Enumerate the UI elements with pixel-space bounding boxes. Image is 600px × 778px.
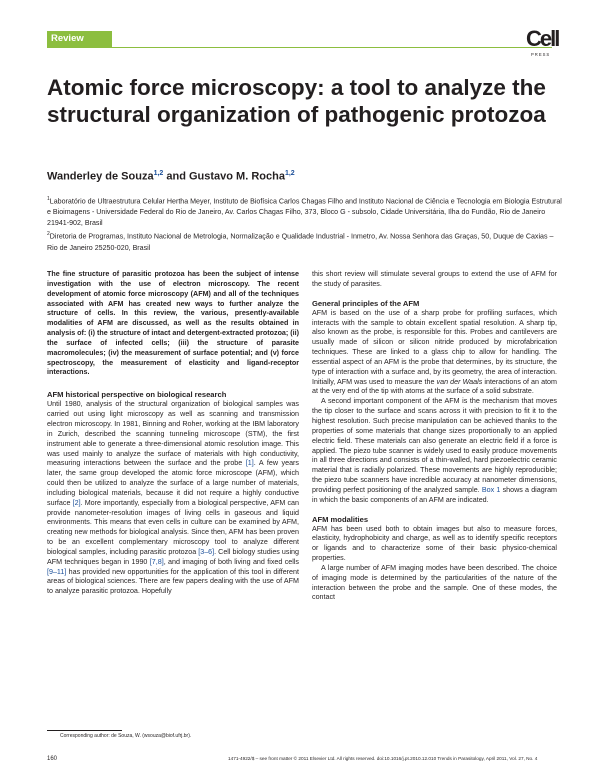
heading-general-principles: General principles of the AFM [312,298,420,308]
author-and: and [166,170,186,183]
history-text-e: , and imaging of both living and fixed cells [163,557,299,566]
cell-press-logo-sub: PRESS [531,52,551,57]
ref-link-9-11[interactable]: [9–11] [47,567,67,576]
article-type-tag: Review [47,31,112,47]
right-column [312,270,557,603]
author-1-affil[interactable]: 1,2 [153,170,164,177]
abstract: The fine structure of parasitic protozoa has been the subject of intense investigation with the use of electron microscopy. The recent development of atomic force microscopy (AFM) and all of the techniques associated with AFM has created new ways to further analyze the structure of cells. In this review, the various, presently-available modalities of AFM are discussed, as well as the results obtained in analysis of: (i) the structure of intact and detergent-extracted protozoa; (ii) the surface of infected cells; (iii) the structure of parasite macromolecules; (iv) the measurement of surface potential; and (v) force spectroscopy, the measurement of elasticity and ligand-receptor interactions. [47,270,299,377]
principles2-text-b: shows a diagram in which the basic components of an AFM are indicated. [312,485,557,504]
affiliation-2-text: Diretoria de Programas, Instituto Nacional de Metrologia, Normalização e Qualidade Industrial - Inmetro, Av. Nossa Senhora das Graças, 50, Duque de Caxias – Rio de Janeiro 25250-020, Brasil [47,232,554,252]
ref-link-7-8[interactable]: [7,8] [149,557,164,566]
paragraph-history [47,400,299,597]
affiliation-2 [47,229,562,253]
history-text-d: . Cell biology studies using AFM techniques began in 1990 [47,547,299,566]
author-list [47,170,547,183]
principles-text-a: AFM is based on the use of a sharp probe for profiling surfaces, which interacts with the sample to obtain excellent spatial resolution. A sharp tip, also known as the probe, is responsible for this. Probes and cantilevers are usually made of silicon or silicon nitride produced by microfabrication techniques. These are linked to a glass chip to allow for handling. The essential aspect of an AFM is the probe that determines, by its structure, the type of interaction with a surface and, by its geometry, the area of interaction. Initially, AFM was used to measure the [312,308,557,386]
affiliations [47,194,562,254]
affiliation-1-text: Laboratório de Ultraestrutura Celular Hertha Meyer, Instituto de Biofísica Carlos Chagas Filho and Instituto Nacional de Ciência e Tecnologia em Biologia Estrutural e Bioimagens - Universidade Federal do Rio de Janeiro, Av. Carlos Chagas Filho, 373, Bloco G - subsolo, Cidade Universitária, Ilha do Fundão, Rio de Janeiro 21941-902, Brasil [47,197,562,228]
citation-line: 1471-4922/$ – see front matter © 2011 Elsevier Ltd. All rights reserved. doi:10.1016/j.pt.2010.12.010 Trends in Parasitology, April 2011, Vol. 27, No. 4 [228,756,538,761]
author-1: Wanderley de Souza [47,170,154,183]
principles-italic: van der Waals [436,377,483,386]
author-2: Gustavo M. Rocha [188,170,285,183]
heading-historical-perspective: AFM historical perspective on biological research [47,390,227,400]
principles2-text-a: A second important component of the AFM is the mechanism that moves the tip closer to the surface and scans across it with precision to fit it to the highest resolution. Such precise manipulation can be achieved thanks to the properties of some materials that change sizes proportionally to an applied electric field. These materials can also generate an electric field if a force is applied. The piezo tube scanner is widely used to easily produce movements in all three directions and consists of a thin-walled, hard piezoelectric ceramic material that is radially polarized. These movements are highly reproducible; the piezo tube scanners have incredible accuracy at nanometer dimensions, providing perfect positioning of the analyzed sample. [312,397,557,494]
history-text-f: has provided new opportunities for the application of this tool in different areas of biological sciences. There are few papers dealing with the use of AFM to analyze parasitic protozoa. Hopefully [47,567,299,596]
box1-link[interactable]: Box 1 [481,485,501,494]
cell-press-logo: Cell [526,26,559,51]
heading-afm-modalities: AFM modalities [312,514,369,524]
history-text-a: Until 1980, analysis of the structural organization of biological samples was carried out using light microscopy as well as scanning and transmission electron microscopy. In 1981, Binning and Roher, working at the IBM laboratory in Zurich, described the scanning tunneling microscope (STM), the first instrument able to generate a three-dimensional atomic resolution image. This was used mainly to analyze the surface of materials with high conductivity, measuring interactions between the surface and the probe [47,400,299,468]
affiliation-1-marker: 1 [47,196,50,202]
paragraph-principles-1 [312,309,557,398]
paragraph-modalities-2: A large number of AFM imaging modes have been described. The choice of imaging mode is determined by the particularities of the nature of the interaction between the probe and the sample. One of these modes, the contact [312,563,557,602]
article-title: Atomic force microscopy: a tool to analyze the structural organization of pathogenic protozoa [47,75,546,127]
corresponding-author-note: Corresponding author: de Souza, W. (wsouza@biof.ufrj.br). [60,733,192,739]
principles-text-b: interactions of an atom at the very end of the tip with atoms at the surface of a solid substrate. [312,377,557,396]
history-text-b: . A few years later, the same group developed the atomic force microscope (AFM), which could then be utilized to analyze the surface of a large number of materials, including biological materials, because it did not require a highly conductive surface [47,459,300,507]
page-number: 160 [47,756,58,762]
paragraph-modalities-1: AFM has been used both to obtain images but also to measure forces, elasticity, hydrophobicity and charge, as well as to identify specific receptors or ligands and to characterize some of their basic physico-chemical properties. [312,524,557,563]
ref-link-3-6[interactable]: [3–6] [198,547,215,556]
author-2-affil[interactable]: 1,2 [284,170,295,177]
header-rule [47,47,552,48]
ref-link-1[interactable]: [1] [245,459,254,468]
left-column [47,270,299,597]
paragraph-principles-2 [312,397,557,505]
paragraph-continuation: this short review will stimulate several groups to extend the use of AFM for the study of parasites. [312,270,557,288]
ref-link-2[interactable]: [2] [72,498,81,507]
history-text-c: . More importantly, especially from a biological perspective, AFM can provide nanometer-resolution images of living cells in gaseous and liquid environments. This means that even cells in culture can be examined by AFM, creating new methods for biological analysis. Since then, AFM has been proven to be an excellent complementary microscopy tool to analyze different biological samples, including parasitic protozoa [47,498,299,556]
affiliation-1 [47,194,562,229]
footnote-rule [47,730,122,731]
affiliation-2-marker: 2 [47,231,50,238]
